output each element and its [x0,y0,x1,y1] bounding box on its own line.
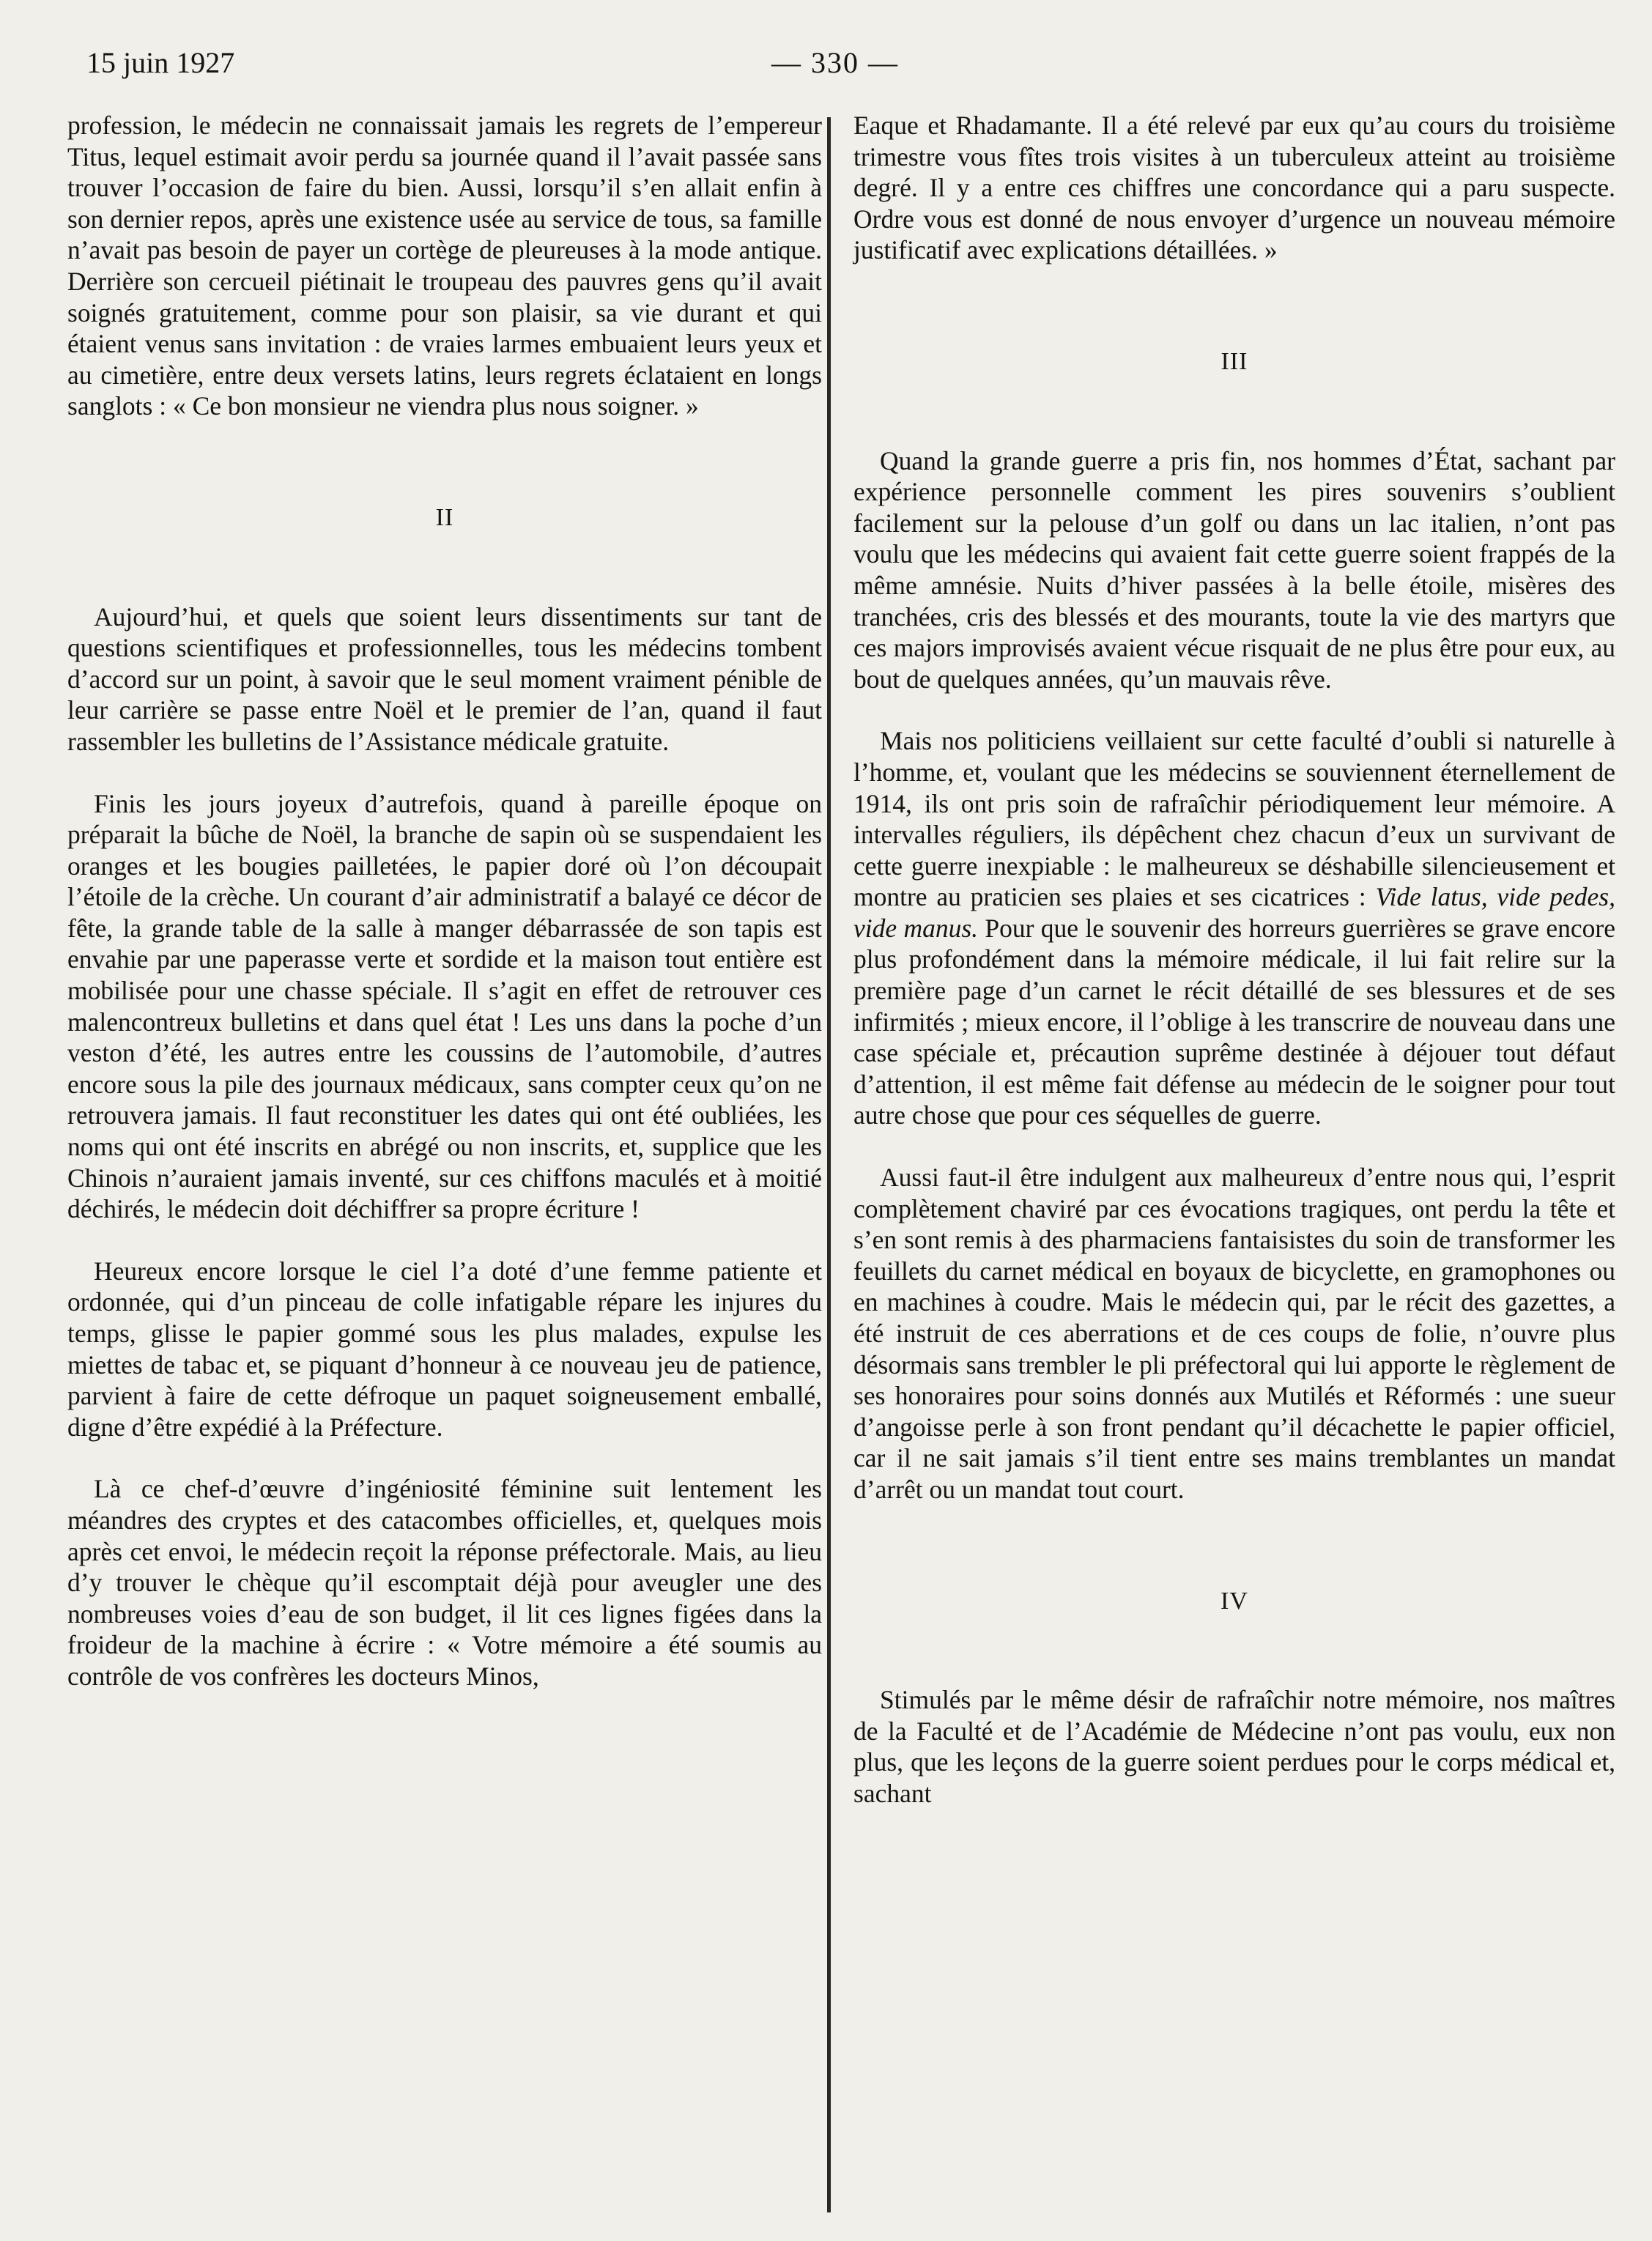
paragraph: Aussi faut-il être indulgent aux malheureux d’entre nous qui, l’esprit complètement chaviré par ces évocations tragiques, ont perdu la tête et s’en sont remis à des pharmaciens fantaisistes du soin de transformer les feuillets du carnet médical en boyaux de bicyclette, en gramophones ou en machines à coudre. Mais le médecin qui, par le récit des gazettes, a été instruit de ces aberrations et de ces coups de folie, n’ouvre plus désormais sans trembler le pli préfectoral qui lui apporte le règlement de ses honoraires pour soins donnés aux Mutilés et Réformés : une sueur d’angoisse perle à son front pendant qu’il décachette le papier officiel, car il ne sait jamais s’il tient entre ses mains tremblantes un mandat d’arrêt ou un mandat tout court. [853,1163,1615,1504]
paragraph: Là ce chef-d’œuvre d’ingéniosité féminine suit lentement les méandres des cryptes et des catacombes officielles, et, quelques mois après cet envoi, le médecin reçoit la réponse préfectorale. Mais, au lieu d’y trouver le chèque qu’il escomptait déjà pour aveugler une des nombreuses voies d’eau de son budget, il lit ces lignes figées dans la froideur de la machine à écrire : « Votre mémoire a été soumis au contrôle de vos confrères les docteurs Minos, [67,1474,822,1691]
paragraph: Eaque et Rhadamante. Il a été relevé par eux qu’au cours du troisième trimestre vous fîtes trois visites à un tuberculeux atteint au troisième degré. Il y a entre ces chiffres une concordance qui a paru suspecte. Ordre vous est donné de nous envoyer d’urgence un nouveau mémoire justificatif avec explications détaillées. » [853,111,1615,265]
section-heading: II [435,503,454,531]
latin-quote: Vide latus, vide pedes, vide manus. [853,882,1615,943]
paragraph [853,725,1615,1131]
paragraph: Quand la grande guerre a pris fin, nos hommes d’État, sachant par expérience personnelle comment les pires souvenirs s’oublient facilement sur la pelouse d’un golf ou dans un lac italien, n’ont pas voulu que les médecins qui avaient fait cette guerre soient frappés de la même amnésie. Nuits d’hiver passées à la belle étoile, misères des tranchées, cris des blessés et des mourants, toute la vie des martyrs que ces majors improvisés avaient vécue risquait de ne plus être pour eux, au bout de quelques années, qu’un mauvais rêve. [853,445,1615,694]
paragraph: Stimulés par le même désir de rafraîchir notre mémoire, nos maîtres de la Faculté et de l’Académie de Médecine n’ont pas voulu, eux non plus, que les leçons de la guerre soient perdues pour le corps médical et, sachant [853,1685,1615,1808]
column-divider [827,117,831,2212]
paragraph: Aujourd’hui, et quels que soient leurs dissentiments sur tant de questions scientifiques et professionnelles, tous les médecins tombent d’accord sur un point, à savoir que le seul moment vraiment pénible de leur carrière se passe entre Noël et le premier de l’an, quand il faut rassembler les bulletins de l’Assistance médicale gratuite. [67,601,822,756]
paragraph: Heureux encore lorsque le ciel l’a doté d’une femme patiente et ordonnée, qui d’un pinceau de colle infatigable répare les injures du temps, glisse le papier gommé sous les plus malades, expulse les miettes de tabac et, se piquant d’honneur à ce nouveau jeu de patience, parvient à faire de cette défroque un paquet soigneusement emballé, digne d’être expédié à la Préfecture. [67,1256,822,1442]
page-number: — 330 — [771,46,899,79]
left-column [67,110,822,1723]
paragraph-text: Mais nos politiciens veillaient sur cette faculté d’oubli si naturelle à l’homme, et, voulant que les médecins se souviennent éternellement de 1914, ils ont pris soin de rafraîchir périodiquement leur mémoire. A intervalles réguliers, ils dépêchent chez chacun d’eux un survivant de cette guerre inexpiable : le malheureux se déshabille silencieusement et montre au praticien ses plaies et ses cicatrices : [853,726,1615,912]
right-column [853,110,1615,1840]
paragraph: Finis les jours joyeux d’autrefois, quand à pareille époque on préparait la bûche de Noël, la branche de sapin où se suspendaient les oranges et les bougies pailletées, le papier doré où l’on découpait l’étoile de la crèche. Un courant d’air administratif a balayé ce décor de fête, la grande table de la salle à manger débarrassée de son tapis est envahie par une paperasse verte et sordide et la maison tout entière est mobilisée pour une chasse spéciale. Il s’agit en effet de retrouver ces malencontreux bulletins et dans quel état ! Les uns dans la poche d’un veston d’été, les autres entre les coussins de l’automobile, d’autres encore sous la pile des journaux médicaux, sans compter ceux qu’on ne retrouvera jamais. Il faut reconstituer les dates qui ont été oubliées, les noms qui ont été inscrits en abrégé ou non inscrits, et, supplice que les Chinois n’auraient jamais inventé, sur ces chiffons maculés et à moitié déchirés, le médecin doit déchiffrer sa propre écriture ! [67,788,822,1224]
issue-date: 15 juin 1927 [86,46,235,79]
section-heading: IV [1221,1587,1248,1615]
paragraph-text: Pour que le souvenir des horreurs guerrières se grave encore plus profondément dans la mémoire médicale, il lui fait relire sur la première page d’un carnet le récit détaillé de ses blessures et de ses infirmités ; mieux encore, il l’oblige à les transcrire de nouveau dans une case spéciale et, précaution suprême destinée à déjouer tout défaut d’attention, il est même fait défense au médecin de le soigner pour tout autre chose que pour ces séquelles de guerre. [853,913,1615,1130]
page-header [86,45,1566,82]
section-heading: III [1221,347,1248,375]
paragraph: profession, le médecin ne connaissait jamais les regrets de l’empereur Titus, lequel estimait avoir perdu sa journée quand il l’avait passée sans trouver l’occasion de faire du bien. Aussi, lorsqu’il s’en allait enfin à son dernier repos, après une existence usée au service de tous, sa famille n’avait pas besoin de payer un cortège de pleureuses à la mode antique. Derrière son cercueil piétinait le troupeau des pauvres gens qu’il avait soignés gratuitement, comme pour son plaisir, sa vie durant et qui étaient venus sans invitation : de vraies larmes embuaient leurs yeux et au cimetière, entre deux versets latins, leurs regrets éclataient en longs sanglots : « Ce bon monsieur ne viendra plus nous soigner. » [67,111,822,421]
